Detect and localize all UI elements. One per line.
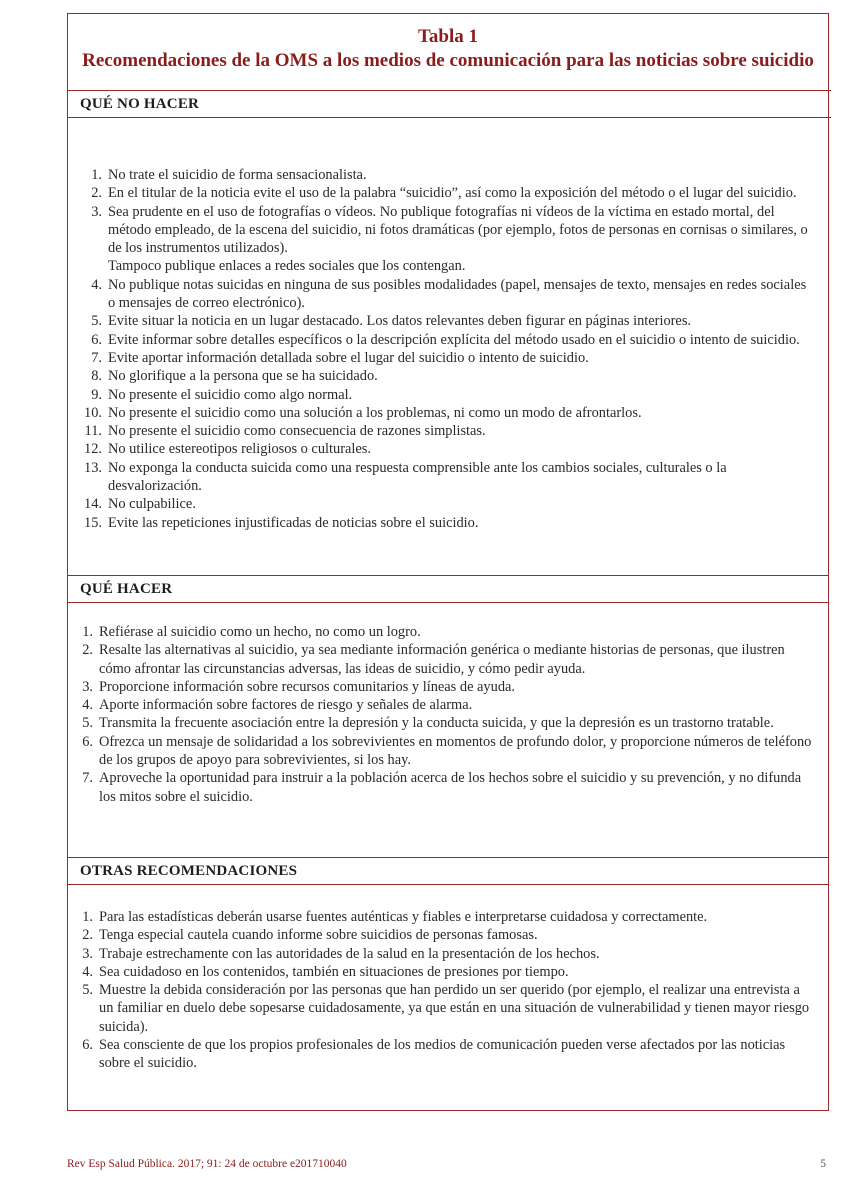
section-header-otras-recomendaciones: OTRAS RECOMENDACIONES	[68, 857, 828, 885]
list-item-extra-text: Tampoco publique enlaces a redes sociales que los contengan.	[108, 258, 466, 275]
list-item-text: No exponga la conducta suicida como una respuesta comprensible ante los cambios sociales, culturales o la desvalorización.	[108, 459, 727, 495]
list-item-text: Ofrezca un mensaje de solidaridad a los sobrevivientes en momentos de profundo dolor, y proporcione números de teléfono de los grupos de apoyo para sobrevivientes, si los hay.	[99, 733, 812, 769]
list-item-number: 15.	[84, 514, 102, 531]
list-item-text: Muestre la debida consideración por las personas que han perdido un ser querido (por ejemplo, el realizar una entrevista a un familiar en duelo debe sopesarse cuidadosamente, ya que están en una situación de vulnerabilidad y tienen mayor riesgo suicida).	[99, 982, 810, 1035]
list-item	[91, 166, 816, 184]
list-item-text: No culpabilice.	[108, 496, 196, 513]
list-item-text: Sea prudente en el uso de fotografías o vídeos. No publique fotografías ni vídeos de la víctima en estado mortal, del método empleado, de la escena del suicidio, ni fotos dramáticas (por ejemplo, fotos de personas en cornisas o similares, o de los instrumentos utilizados).	[108, 203, 808, 257]
list-item	[82, 926, 816, 944]
list-item	[82, 733, 816, 770]
list-item-text: Sea consciente de que los propios profesionales de los medios de comunicación pueden verse afectados por las noticias sobre el suicidio.	[99, 1037, 786, 1072]
section-body-que-hacer	[68, 603, 828, 857]
list-item	[82, 623, 816, 641]
list-item	[82, 678, 816, 696]
list-item	[91, 203, 816, 276]
list-item-text: No presente el suicidio como algo normal.	[108, 386, 353, 403]
list-item-text: Aporte información sobre factores de riesgo y señales de alarma.	[99, 697, 473, 714]
list-item-text: No glorifique a la persona que se ha suicidado.	[108, 368, 378, 385]
list-item-text: No trate el suicidio de forma sensacionalista.	[108, 167, 367, 183]
list-item-text: No publique notas suicidas en ninguna de sus posibles modalidades (papel, mensajes de texto, mensajes en redes sociales o mensajes de correo electrónico).	[108, 276, 807, 312]
section-header-que-hacer: QUÉ HACER	[68, 575, 828, 603]
list-item-number: 8.	[91, 368, 102, 385]
list-item-number: 12.	[84, 441, 102, 458]
page-number: 5	[820, 1158, 826, 1170]
list-item-text: Transmita la frecuente asociación entre la depresión y la conducta suicida, y que la depresión es un trastorno tratable.	[99, 715, 774, 732]
list-item-number: 2.	[82, 642, 93, 659]
list-item	[82, 714, 816, 732]
list-item	[91, 331, 816, 349]
list-item-text: Refiérase al suicidio como un hecho, no como un logro.	[99, 624, 421, 640]
list-item-text: No utilice estereotipos religiosos o culturales.	[108, 441, 371, 458]
list-item-number: 4.	[82, 697, 93, 714]
list-item	[91, 349, 816, 367]
list-item	[82, 1036, 816, 1073]
list-que-no-hacer	[68, 166, 828, 532]
list-item-text: Aproveche la oportunidad para instruir a la población acerca de los hechos sobre el suicidio y su prevención, y no difunda los mitos sobre el suicidio.	[99, 770, 802, 805]
list-item	[84, 422, 816, 440]
list-item-text: Proporcione información sobre recursos comunitarios y líneas de ayuda.	[99, 678, 516, 695]
list-item-text: Evite aportar información detallada sobre el lugar del suicidio o intento de suicidio.	[108, 349, 589, 366]
list-item	[82, 641, 816, 678]
list-que-hacer	[68, 623, 828, 806]
list-item	[82, 963, 816, 981]
section-body-que-no-hacer	[68, 118, 828, 575]
list-item	[84, 459, 816, 496]
section-body-otras-recomendaciones	[68, 885, 828, 1073]
list-item-number: 11.	[84, 423, 102, 440]
list-item-number: 7.	[91, 349, 102, 366]
list-item	[82, 696, 816, 714]
section-header-que-no-hacer: QUÉ NO HACER	[68, 90, 831, 118]
list-item	[82, 945, 816, 963]
list-item	[84, 514, 816, 532]
list-item-number: 3.	[82, 678, 93, 695]
list-item	[91, 312, 816, 330]
list-item	[82, 981, 816, 1036]
list-item	[84, 404, 816, 422]
list-item	[91, 386, 816, 404]
list-item	[82, 908, 816, 926]
footer-citation: Rev Esp Salud Pública. 2017; 91: 24 de octubre e201710040	[67, 1158, 347, 1170]
list-item	[91, 367, 816, 385]
list-item-number: 14.	[84, 496, 102, 513]
list-item-text: Tenga especial cautela cuando informe sobre suicidios de personas famosas.	[99, 927, 538, 944]
list-otras-recomendaciones	[68, 908, 828, 1073]
list-item-number: 2.	[91, 185, 102, 202]
list-item-number: 1.	[82, 909, 93, 925]
table-title-block	[68, 14, 828, 90]
list-item	[84, 495, 816, 513]
list-item-text: Para las estadísticas deberán usarse fuentes auténticas y fiables e interpretarse cuidadosa y correctamente.	[99, 909, 708, 925]
list-item-number: 1.	[82, 624, 93, 640]
list-item-number: 5.	[82, 715, 93, 732]
list-item-number: 4.	[91, 276, 102, 293]
list-item-number: 4.	[82, 963, 93, 980]
list-item-number: 13.	[84, 459, 102, 476]
table-title: Tabla 1	[417, 26, 479, 47]
recommendations-table	[67, 13, 829, 1111]
table-subtitle: Recomendaciones de la OMS a los medios de comunicación para las noticias sobre suicidio	[82, 50, 814, 71]
list-item-text: Evite situar la noticia en un lugar destacado. Los datos relevantes deben figurar en páginas interiores.	[108, 313, 692, 330]
list-item-number: 5.	[91, 313, 102, 330]
list-item-number: 6.	[82, 1037, 93, 1054]
list-item-number: 9.	[91, 386, 102, 403]
list-item-text: Trabaje estrechamente con las autoridades de la salud en la presentación de los hechos.	[99, 945, 600, 962]
list-item-number: 3.	[91, 203, 102, 220]
list-item-text: No presente el suicidio como consecuencia de razones simplistas.	[108, 423, 486, 440]
list-item-text: Evite informar sobre detalles específicos o la descripción explícita del método usado en el suicidio o intento de suicidio.	[108, 331, 800, 348]
list-item-number: 5.	[82, 982, 93, 999]
list-item-number: 10.	[84, 404, 102, 421]
list-item-number: 2.	[82, 927, 93, 944]
list-item-number: 3.	[82, 945, 93, 962]
list-item-text: Sea cuidadoso en los contenidos, también en situaciones de presiones por tiempo.	[99, 963, 569, 980]
list-item-number: 1.	[91, 167, 102, 183]
list-item-number: 6.	[82, 733, 93, 750]
list-item	[84, 440, 816, 458]
list-item	[91, 276, 816, 313]
list-item-number: 7.	[82, 770, 93, 787]
list-item-text: En el titular de la noticia evite el uso de la palabra “suicidio”, así como la exposición del método o el lugar del suicidio.	[108, 185, 797, 202]
list-item-text: Evite las repeticiones injustificadas de noticias sobre el suicidio.	[108, 514, 479, 531]
page-footer	[67, 1158, 829, 1170]
list-item-text: Resalte las alternativas al suicidio, ya sea mediante información genérica o mediante historias de personas, que ilustren cómo afrontar las circunstancias adversas, las ideas de suicidio, y cómo pedir ayuda.	[99, 642, 785, 677]
list-item-number: 6.	[91, 331, 102, 348]
list-item-text: No presente el suicidio como una solución a los problemas, ni como un modo de afrontarlos.	[108, 404, 642, 421]
list-item	[91, 184, 816, 202]
list-item	[82, 769, 816, 806]
